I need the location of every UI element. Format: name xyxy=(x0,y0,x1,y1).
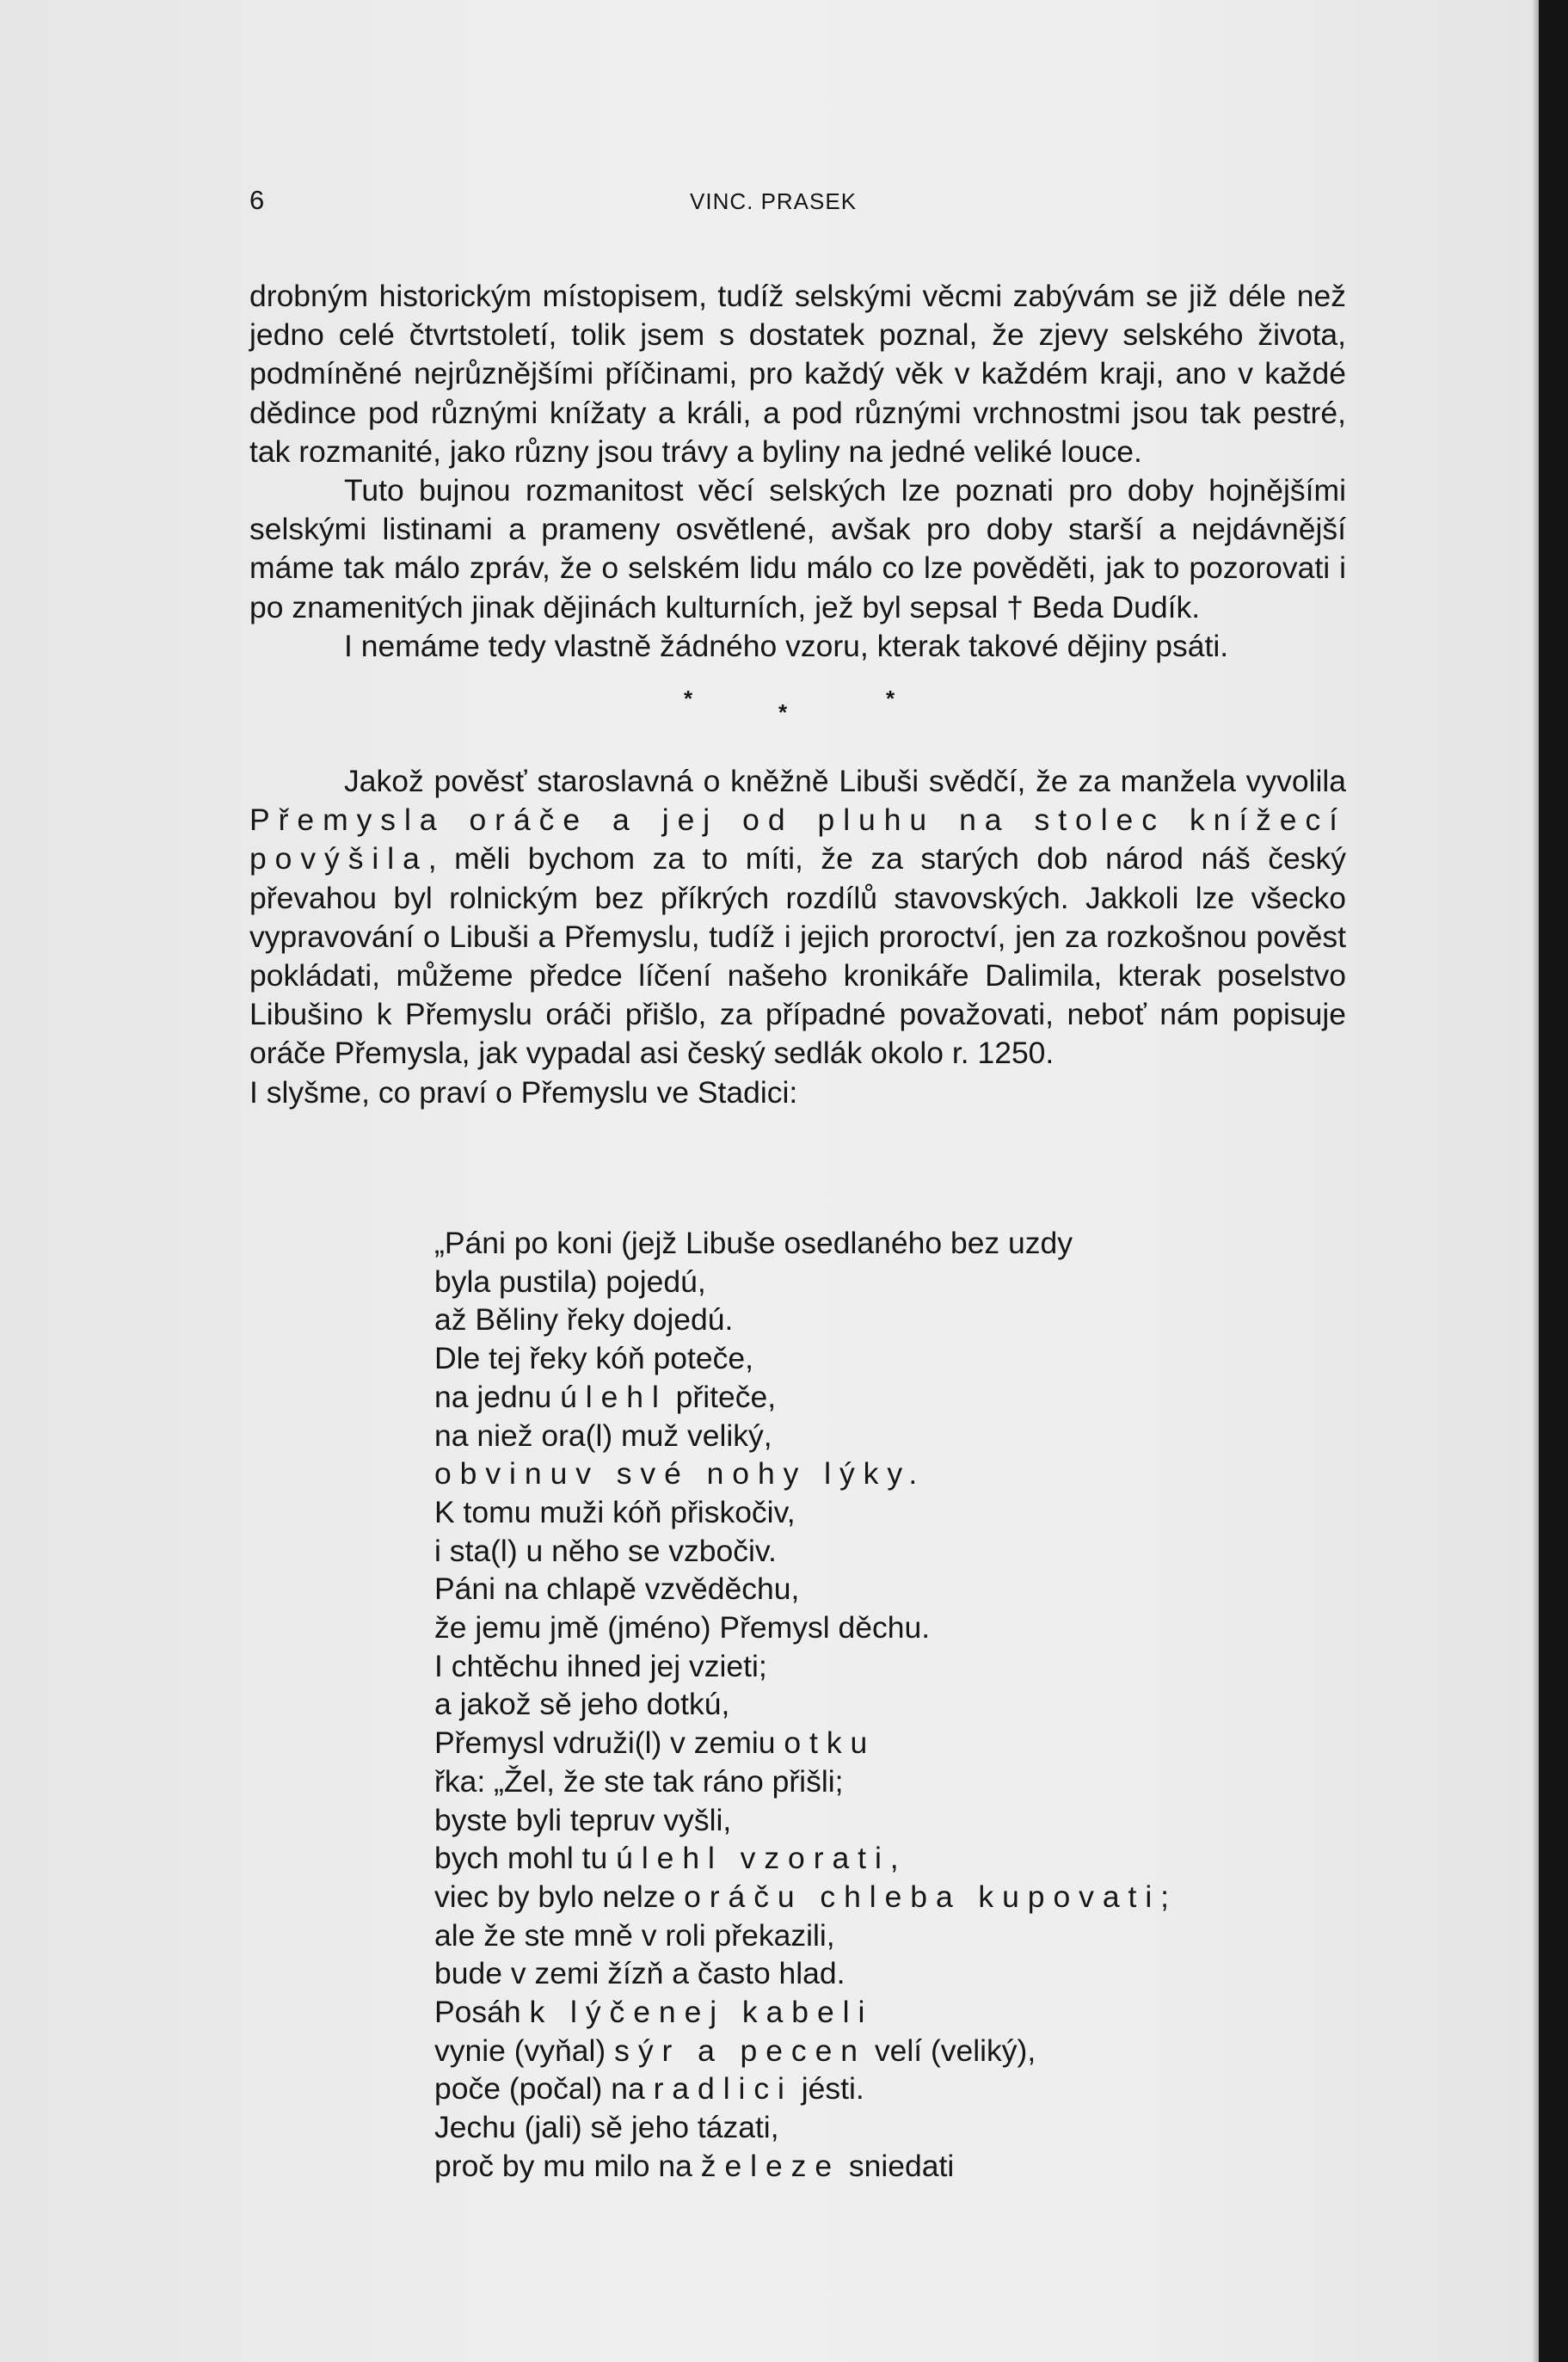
poem-line: řka: „Žel, že ste tak ráno přišli; xyxy=(434,1763,844,1799)
poem-line: ale že ste mně v roli překazili, xyxy=(434,1917,835,1953)
poem-text: sniedati xyxy=(840,2148,955,2183)
poem-line: až Běliny řeky dojedú. xyxy=(434,1302,734,1338)
poem-line xyxy=(434,1878,1380,1916)
poem-line: Páni na chlapě vzvěděchu, xyxy=(434,1572,800,1607)
spaced-emphasis: železe xyxy=(700,2148,841,2183)
paragraph-4-text: , měli bychom za to míti, že za starých dob národ náš český převahou byl rolnickým bez příkrých rozdílů stavovských. Jakkoli lze všecko vypravování o Libuši a Přemyslu, tudíž i jejich proroctví, jen za rozkošnou pověst pokládati, můžeme předce líčení našeho kronikáře Dalimila, kterak poselstvo Libušino k Přemyslu oráči přišlo, za případné považovati, neboť nám popisuje oráče Přemysla, jak vypadal asi český sedlák okolo r. 1250. xyxy=(249,841,1346,1071)
poem-line: Dle tej řeky kóň poteče, xyxy=(434,1341,753,1376)
paragraph-1: drobným historickým místopisem, tudíž selskými věcmi zabývám se již déle než jedno celé čtvrtstoletí, tolik jsem s dostatek poznal, že zjevy selského života, podmíněné nejrůznějšími příčinami, pro každý věk v každém kraji, ano v každé dědince pod různými knížaty a králi, a pod různými vrchnostmi jsou tak pestré, tak rozmanité, jako různy jsou trávy a byliny na jedné veliké louce. xyxy=(249,279,1346,469)
poem-text: Přemysl vdruži(l) v zemiu xyxy=(434,1725,784,1761)
poem-line xyxy=(434,1839,1380,1878)
spaced-emphasis: otku xyxy=(784,1725,876,1761)
spaced-emphasis: Přemysla oráče a jej od pluhu na stolec knížecí povýšila xyxy=(249,803,1346,877)
poem-line: na niež ora(l) muž veliký, xyxy=(434,1418,772,1453)
paragraph-2: Tuto bujnou rozmanitost věcí selských lze poznati pro doby hojnějšími selskými listinami a prameny osvětlené, avšak pro doby starší a nejdávnější máme tak málo zpráv, že o selském lidu málo co lze pověděti, jak to pozorovati i po znamenitých jinak dějinách kulturních, jež byl sepsal † Beda Dudík. xyxy=(249,473,1346,624)
poem-line xyxy=(434,1993,1380,2032)
poem-line xyxy=(434,1724,1380,1762)
scan-edge-border xyxy=(1539,0,1568,2362)
poem-line: byste byli tepruv vyšli, xyxy=(434,1802,732,1837)
poem-text: vynie (vyňal) xyxy=(434,2033,615,2068)
spaced-emphasis: k lýčenej kabeli xyxy=(529,1995,874,2030)
paragraph-5: I slyšme, co praví o Přemyslu ve Stadici: xyxy=(249,1074,798,1110)
separator-star: * xyxy=(886,686,895,712)
poem-text: poče (počal) na xyxy=(434,2071,654,2107)
spaced-emphasis: úlehl vzorati, xyxy=(616,1841,907,1876)
poem-text: velí (veliký), xyxy=(865,2033,1036,2068)
poem-line xyxy=(434,2070,1380,2108)
page-shadow xyxy=(1532,0,1539,2362)
separator-star: * xyxy=(684,686,693,712)
paragraph-4-text: Jakož pověsť staroslavná o kněžně Libuši svědčí, že za manžela vyvolila xyxy=(344,764,1346,799)
poem-line: I chtěchu ihned jej vzieti; xyxy=(434,1648,767,1683)
poem-text: proč by mu milo na xyxy=(434,2148,701,2183)
page-number: 6 xyxy=(249,185,265,215)
spaced-emphasis: radlici xyxy=(653,2071,793,2107)
spaced-emphasis: úlehl xyxy=(560,1379,667,1414)
poem-text: na jednu xyxy=(434,1379,561,1414)
poem-line: „Páni po koni (jejž Libuše osedlaného bez uzdy xyxy=(434,1226,1073,1260)
poem-line xyxy=(434,2147,1380,2186)
running-title: VINC. PRASEK xyxy=(690,188,858,214)
paragraph-3: I nemáme tedy vlastně žádného vzoru, kterak takové dějiny psáti. xyxy=(344,628,1229,663)
poem-quotation xyxy=(434,1224,1380,2186)
poem-line: byla pustila) pojedú, xyxy=(434,1264,706,1299)
poem-text: bych mohl tu xyxy=(434,1841,617,1876)
poem-line xyxy=(434,2032,1380,2070)
poem-text: viec by bylo nelze xyxy=(434,1879,685,1914)
separator-star: * xyxy=(778,699,788,726)
poem-text: přiteče, xyxy=(667,1379,777,1414)
poem-line: obvinuv své nohy lýky. xyxy=(434,1456,926,1492)
poem-line: K tomu muži kóň přiskočiv, xyxy=(434,1494,796,1529)
spaced-emphasis: sýr a pecen xyxy=(614,2033,866,2068)
spaced-emphasis: oráču chleba kupovati; xyxy=(684,1879,1178,1914)
section-separator xyxy=(249,666,1346,735)
body-text xyxy=(249,277,1346,1112)
poem-line: Jechu (jali) sě jeho tázati, xyxy=(434,2110,779,2145)
poem-text: Posáh xyxy=(434,1995,530,2030)
paragraph-4 xyxy=(249,762,1346,1073)
poem-text: jésti. xyxy=(792,2071,864,2107)
poem-line: i sta(l) u něho se vzbočiv. xyxy=(434,1533,777,1568)
poem-line: že jemu jmě (jméno) Přemysl děchu. xyxy=(434,1610,931,1645)
running-head xyxy=(249,185,1376,219)
poem-line xyxy=(434,1378,1380,1417)
poem-line: a jakož sě jeho dotkú, xyxy=(434,1687,730,1722)
poem-line: bude v zemi žízň a často hlad. xyxy=(434,1956,845,1991)
